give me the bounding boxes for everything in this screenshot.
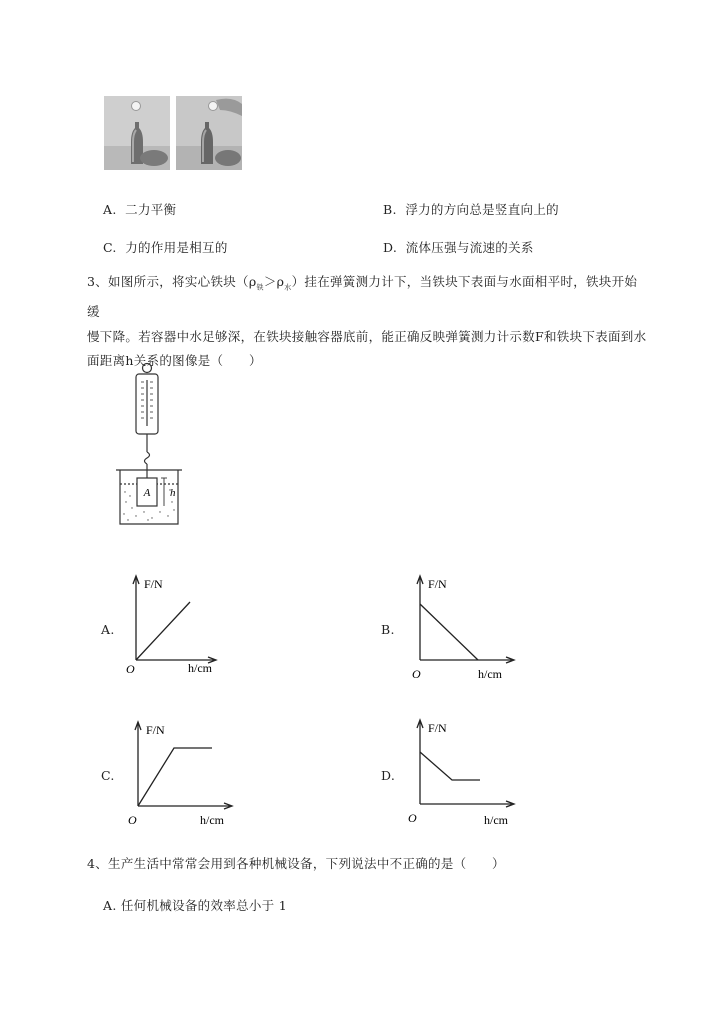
q2-option-b [383,200,559,218]
photo-left [104,96,170,170]
y-axis-label: F/N [428,721,447,735]
q2-option-d [383,238,534,256]
y-axis-label: F/N [144,577,163,591]
graph-a-letter: A. [101,622,115,637]
q4-stem: 4、生产生活中常常会用到各种机械设备，下列说法中不正确的是（ ） [87,856,505,871]
graph-c [124,718,244,830]
x-axis-label: h/cm [484,813,508,827]
sub-iron: 铁 [256,283,264,292]
depth-label: h [170,487,176,499]
graph-b-letter: B. [381,622,395,637]
graph-d-letter: D. [381,768,396,783]
sub-water: 水 [284,283,292,292]
q3-line1: 3、如图所示，将实心铁块$(\rho_铁>\rho_水)$挂在弹簧测力计下，当铁块下表面与水面相平时，铁块开始缓 [87,274,638,319]
option-letter: A. [103,202,117,217]
option-text: 力的作用是相互的 [125,240,228,255]
graph-c-letter: C. [101,768,115,783]
option-letter: D. [383,240,398,255]
x-axis-label: h/cm [200,813,224,827]
q2-option-a [103,200,176,218]
photo-right [176,96,242,170]
graph-b [408,572,528,684]
graph-a [124,572,234,682]
option-text: 二力平衡 [125,202,177,217]
q4-option-a: A. 任何机械设备的效率总小于 1 [103,898,288,913]
block-label: A [143,487,151,499]
origin-label: O [412,667,421,681]
origin-label: O [128,813,137,827]
spring-scale-apparatus [112,362,188,530]
option-letter: B. [383,202,397,217]
option-text: 流体压强与流速的关系 [405,240,534,255]
origin-label: O [408,811,417,825]
q3-line2: 慢下降。若容器中水足够深，在铁块接触容器底前，能正确反映弹簧测力计示数F和铁块下表面到水 [87,328,647,344]
x-axis-label: h/cm [478,667,502,681]
q2-option-c [103,238,228,256]
q3-line3: 面距离h关系的图像是（ ） [87,353,262,368]
y-axis-label: F/N [146,723,165,737]
y-axis-label: F/N [428,577,447,591]
x-axis-label: h/cm [188,661,212,675]
graph-d [406,716,526,830]
option-letter: C. [103,240,117,255]
q3-stem [87,270,647,374]
option-text: 浮力的方向总是竖直向上的 [405,202,559,217]
origin-label: O [126,662,135,676]
